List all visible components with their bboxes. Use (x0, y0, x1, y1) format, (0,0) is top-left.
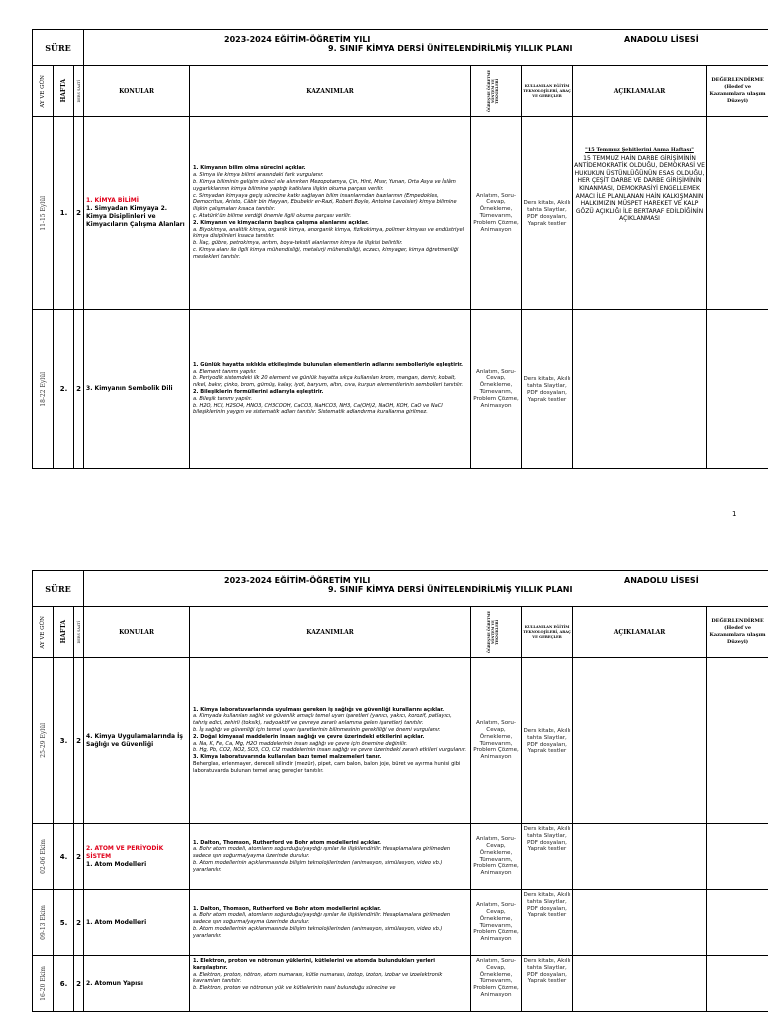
row-yontem: Anlatım, Soru-Cevap, Örnekleme, Tümevarım, Problem Çözme, Animasyon (471, 117, 522, 310)
row-konu (84, 824, 190, 890)
row-yontem: Anlatım, Soru-Cevap, Örnekleme, Tümevarım, Problem Çözme, Animasyon (471, 658, 522, 824)
plan-row (33, 310, 768, 469)
col-kazanimlar: KAZANIMLAR (190, 66, 471, 117)
row-aciklama (573, 956, 707, 1012)
topic-title: 4. Kimya Uygulamalarında İş Sağlığı ve Güvenliği (86, 732, 183, 748)
row-yontem: Anlatım, Soru-Cevap, Örnekleme, Tümevarım, Problem Çözme, Animasyon (471, 956, 522, 1012)
col-saat: DERS SAATİ (74, 607, 84, 658)
row-arac: Ders kitabı, Akıllı tahta Slaytlar, PDF dosyaları, Yaprak testler (522, 956, 573, 1012)
plan-table-page-2 (32, 570, 768, 1012)
row-week: 5. (54, 890, 74, 956)
kazanim-sub: a. Elektron, proton, nötron, atom numarası, kütle numarası, izotop, izoton, izobar ve izoelektronik kavramları tanıtılır. (193, 971, 443, 985)
kazanim-main: 2. Bileşiklerin formüllerini adlarıyla eşleştirir. (193, 389, 324, 395)
row-week: 6. (54, 956, 74, 1012)
row-degerlendirme (707, 956, 768, 1012)
kazanim-main: 1. Dalton, Thomson, Rutherford ve Bohr atom modellerini açıklar. (193, 905, 381, 912)
kazanim-sub: c. Simyadan kimyaya geçiş sürecine katkı sağlayan bilim insanlarından bazılarının (Empedokles, Democritus, Aristo, Câbir bin Hayyan, Ebubekir er-Razi, Robert Boyle, Antoine Lavoisier) kimya bilimine ilişkin çalışmaları kısaca tanıtılır. (193, 192, 457, 213)
row-yontem: Anlatım, Soru-Cevap, Örnekleme, Tümevarım, Problem Çözme, Animasyon (471, 824, 522, 890)
row-konu (84, 890, 190, 956)
col-arac: KULLANILAN EĞİTİM TEKNOLOJİLERİ, ARAÇ VE GEREÇLER (522, 607, 573, 658)
row-aciklama (573, 658, 707, 824)
unit-title: 2. ATOM VE PERİYODİK SİSTEM (86, 844, 164, 860)
kazanim-sub: a. Na, K, Fe, Ca, Mg, H2O maddelerinin insan sağlığı ve çevre için önemine değinilir. (193, 740, 408, 747)
row-yontem: Anlatım, Soru-Cevap, Örnekleme, Tümevarım, Problem Çözme, Animasyon (471, 310, 522, 469)
kazanim-main: 2. Kimyanın ve kimyacıların başlıca çalışma alanlarını açıklar. (193, 219, 369, 226)
row-hours: 2 (74, 658, 84, 824)
row-degerlendirme (707, 658, 768, 824)
row-dates: 18-22 Eylül (33, 310, 54, 469)
plan-year: 2023-2024 EĞİTİM-ÖĞRETİM YILI (224, 576, 371, 585)
col-arac: KULLANILAN EĞİTİM TEKNOLOJİLERİ, ARAÇ VE GEREÇLER (522, 66, 573, 117)
row-kazanimlar (190, 310, 471, 469)
row-week: 3. (54, 658, 74, 824)
kazanim-sub: c. Kimya alanı ile ilgili kimya mühendisliği, metalurji mühendisliği, eczacı, kimyager, kimya öğretmenliği meslekleri tanıtılır. (193, 246, 459, 260)
kazanim-sub: ç. Atatürk'ün bilime verdiği önemle ilgili okuma parçası verilir. (193, 213, 352, 219)
kazanim-sub: b. İş sağlığı ve güvenliği için temel uyarı işaretlerinin bilinmesinin gerekliliği ve önemi vurgulanır. (193, 726, 441, 733)
kazanim-sub: a. Bohr atom modeli, atomların soğurduğu/yaydığı ışınlar ile ilişkilendirilir. Hesaplamalara girilmeden sadece ışın soğurma/yayma üzerinde durulur. (193, 912, 451, 926)
plan-title: 9. SINIF KİMYA DERSİ ÜNİTELENDİRİLMİŞ YILLIK PLANI (328, 585, 573, 594)
kazanim-sub: b. Atom modellerinin açıklanmasında bilişim teknolojilerinden (animasyon, simülasyon, video vb.) yararlanılır. (193, 859, 443, 873)
row-hours: 2 (74, 890, 84, 956)
row-dates: 25-29 Eylül (33, 658, 54, 824)
col-yontem: ÖĞRENME ÖĞRETME YÖNTEM VE TEKNİKLERİ (471, 66, 522, 117)
row-week: 2. (54, 310, 74, 469)
kazanim-main: 1. Kimya laboratuvarlarında uyulması gereken iş sağlığı ve güvenliği kurallarını açıklar. (193, 706, 445, 713)
kazanim-main: 1. Dalton, Thomson, Rutherford ve Bohr atom modellerini açıklar. (193, 839, 381, 846)
col-konular: KONULAR (84, 66, 190, 117)
kazanim-sub: a. Bileşik tanımı yapılır. (193, 395, 253, 402)
kazanim-sub: a. Simya ile kimya bilimi arasındaki fark vurgulanır. (193, 172, 324, 179)
school-name: ANADOLU LİSESİ (624, 35, 699, 44)
unit-title: 1. KİMYA BİLİMİ (86, 197, 139, 204)
row-kazanimlar (190, 890, 471, 956)
plan-page-1 (32, 29, 768, 469)
page-number: 1 (732, 510, 737, 518)
kazanim-main: 1. Kimyanın bilim olma sürecini açıklar. (193, 165, 306, 172)
plan-row (33, 824, 768, 890)
sure-header: SÜRE (33, 571, 84, 607)
kazanim-sub: b. H2O, HCl, H2SO4, HNO3, CH3COOH, CaCO3, NaHCO3, NH3, Ca(OH)2, NaOH, KOH, CaO ve NaCl bileşiklerinin yaygın ve sistematik adları tanıtılır. Sistematik adlandırma kurallarına girilmez. (193, 402, 443, 416)
kazanim-sub: a. Element tanımı yapılır. (193, 368, 257, 375)
row-arac: Ders kitabı, Akıllı tahta Slaytlar, PDF dosyaları, Yaprak testler (522, 890, 573, 956)
note-text: 15 TEMMUZ HAİN DARBE GİRİŞİMİNİN ANTİDEMOKRATİK OLDUĞU, DEMOKRASİ VE HUKUKUN ÜSTÜNLÜĞÜNÜN ESAS OLDUĞU, HER ÇEŞİT DARBE VE DARBE GİRİŞİMİNİN KINANMASI, DEMOKRASİYİ ENGELLEMEK AMACI İLE PLANLANAN HAİN KALKIŞMANIN HALKIMIZIN MÜSPET HAREKET VE KALP GÖZÜ AÇIKLIĞI İLE BERTARAF EDİLDİĞİNİN AÇIKLANMASI (574, 154, 705, 223)
plan-row (33, 658, 768, 824)
row-konu (84, 956, 190, 1012)
row-hours: 2 (74, 310, 84, 469)
row-aciklama (573, 890, 707, 956)
note-title: "15 Temmuz Şehitlerini Anma Haftası" (585, 147, 694, 153)
row-dates: 02-06 Ekim (33, 824, 54, 890)
topic-title: 1. Atom Modelleri (86, 918, 147, 926)
row-degerlendirme (707, 824, 768, 890)
plan-page-2 (32, 570, 768, 1012)
row-konu (84, 117, 190, 310)
topic-title: 1. Atom Modelleri (86, 860, 147, 868)
kazanim-main: 2. Doğal kimyasal maddelerin insan sağlığı ve çevre üzerindeki etkilerini açıklar. (193, 733, 425, 740)
plan-row (33, 956, 768, 1012)
row-hours: 2 (74, 824, 84, 890)
row-konu (84, 658, 190, 824)
kazanim-main: 3. Kimya laboratuvarında kullanılan bazı temel malzemeleri tanır. (193, 754, 382, 761)
kazanim-main: 1. Günlük hayatta sıklıkla etkileşimde bulunulan elementlerin adlarını sembolleriyle eşleştirir. (193, 361, 463, 368)
kazanim-sub: b. Atom modellerinin açıklanmasında bilişim teknolojilerinden (animasyon, simülasyon, video vb.) yararlanılır. (193, 925, 443, 939)
kazanim-sub: Beherglas, erlenmayer, dereceli silindir (mezür), pipet, cam balon, balon joje, büret ve ayırma hunisi gibi laboratuvarda bulunan temel araç gereçler tanıtılır. (193, 760, 461, 774)
col-hafta: HAFTA (54, 607, 74, 658)
title-block (84, 571, 768, 607)
row-arac: Ders kitabı, Akıllı tahta Slaytlar, PDF dosyaları, Yaprak testler (522, 658, 573, 824)
plan-year: 2023-2024 EĞİTİM-ÖĞRETİM YILI (224, 35, 371, 44)
col-yontem: ÖĞRENME ÖĞRETME YÖNTEM VE TEKNİKLERİ (471, 607, 522, 658)
sure-header: SÜRE (33, 30, 84, 66)
topic-title: 3. Kimyanın Sembolik Dili (86, 385, 173, 392)
row-degerlendirme (707, 310, 768, 469)
row-kazanimlar (190, 824, 471, 890)
col-ay: AY VE GÜN (33, 607, 54, 658)
col-aciklamalar: AÇIKLAMALAR (573, 607, 707, 658)
kazanim-main: 1. Elektron, proton ve nötronun yüklerini, kütlelerini ve atomda bulundukları yerleri karşılaştırır. (193, 958, 435, 971)
row-hours: 2 (74, 117, 84, 310)
plan-table-page-1 (32, 29, 768, 469)
row-aciklama (573, 117, 707, 310)
school-name: ANADOLU LİSESİ (624, 576, 699, 585)
plan-row (33, 117, 768, 310)
row-yontem: Anlatım, Soru-Cevap, Örnekleme, Tümevarım, Problem Çözme, Animasyon (471, 890, 522, 956)
row-dates: 11-15 Eylül (33, 117, 54, 310)
col-degerlendirme: DEĞERLENDİRME (Hedef ve Kazanımlara ulaşım Düzeyi) (707, 66, 768, 117)
kazanim-sub: b. Kimya biliminin gelişim süreci ele alınırken Mezopotamya, Çin, Hint, Mısır, Yunan, Orta Asya ve İslâm uygarlıklarının kimya bilimine yaptığı katkılara ilişkin okuma parçası verilir. (193, 179, 456, 192)
kazanim-sub: b. Elektron, proton ve nötronun yük ve kütlelerinin nasıl bulunduğu sürecine ve (193, 985, 396, 992)
kazanim-sub: a. Biyokimya, analitik kimya, organik kimya, anorganik kimya, fizikokimya, polimer kimyası ve endüstriyel kimya disiplinleri kısaca tanıtılır. (193, 226, 465, 240)
col-konular: KONULAR (84, 607, 190, 658)
kazanim-sub: b. İlaç, gübre, petrokimya, arıtım, boya-tekstil alanlarının kimya ile ilişkisi belirtilir. (193, 240, 403, 247)
plan-title: 9. SINIF KİMYA DERSİ ÜNİTELENDİRİLMİŞ YILLIK PLANI (328, 44, 573, 53)
row-kazanimlar (190, 658, 471, 824)
kazanim-sub: b. Hg, Pb, CO2, NO2, SO3, CO, Cl2 maddelerinin insan sağlığı ve çevre üzerindeki zararlı etkileri vurgulanır. (193, 747, 467, 754)
col-aciklamalar: AÇIKLAMALAR (573, 66, 707, 117)
col-saat: DERS SAATİ (74, 66, 84, 117)
col-degerlendirme: DEĞERLENDİRME (Hedef ve Kazanımlara ulaşım Düzeyi) (707, 607, 768, 658)
row-hours: 2 (74, 956, 84, 1012)
topic-title: 1. Simyadan Kimyaya 2. Kimya Disiplinleri ve Kimyacıların Çalışma Alanları (86, 205, 185, 228)
kazanim-sub: b. Periyodik sistemdeki ilk 20 element ve günlük hayatta sıkça kullanılan krom, mangan, demir, kobalt, nikel, bakır, çinko, brom, gümüş, kalay, iyot, baryum, altın, cıva, kurşun elementlerinin sembolleri tanıtılır. (193, 375, 464, 389)
row-week: 1. (54, 117, 74, 310)
topic-title: 2. Atomun Yapısı (86, 979, 143, 987)
col-kazanimlar: KAZANIMLAR (190, 607, 471, 658)
row-kazanimlar (190, 956, 471, 1012)
row-degerlendirme (707, 890, 768, 956)
row-week: 4. (54, 824, 74, 890)
row-kazanimlar (190, 117, 471, 310)
row-aciklama (573, 824, 707, 890)
kazanim-sub: a. Bohr atom modeli, atomların soğurduğu/yaydığı ışınlar ile ilişkilendirilir. Hesaplamalara girilmeden sadece ışın soğurma/yayma üzerinde durulur. (193, 846, 451, 860)
title-block (84, 30, 768, 66)
row-dates: 09-13 Ekim (33, 890, 54, 956)
kazanim-sub: a. Kimyada kullanılan sağlık ve güvenlik amaçlı temel uyarı işaretleri (yanıcı, yakıcı, korozif, patlayıcı, tahriş edici, zehirli (toksik), radyoaktif ve çevreye zararlı anlamına gelen işaretler) tanıtılır. (193, 713, 452, 727)
row-arac: Ders kitabı, Akıllı tahta Slaytlar, PDF dosyaları, Yaprak testler (522, 310, 573, 469)
col-hafta: HAFTA (54, 66, 74, 117)
col-ay: AY VE GÜN (33, 66, 54, 117)
row-degerlendirme (707, 117, 768, 310)
row-arac: Ders kitabı, Akıllı tahta Slaytlar, PDF dosyaları, Yaprak testler (522, 824, 573, 890)
row-arac: Ders kitabı, Akıllı tahta Slaytlar, PDF dosyaları, Yaprak testler (522, 117, 573, 310)
plan-row (33, 890, 768, 956)
row-konu (84, 310, 190, 469)
row-dates: 16-20 Ekim (33, 956, 54, 1012)
row-aciklama (573, 310, 707, 469)
